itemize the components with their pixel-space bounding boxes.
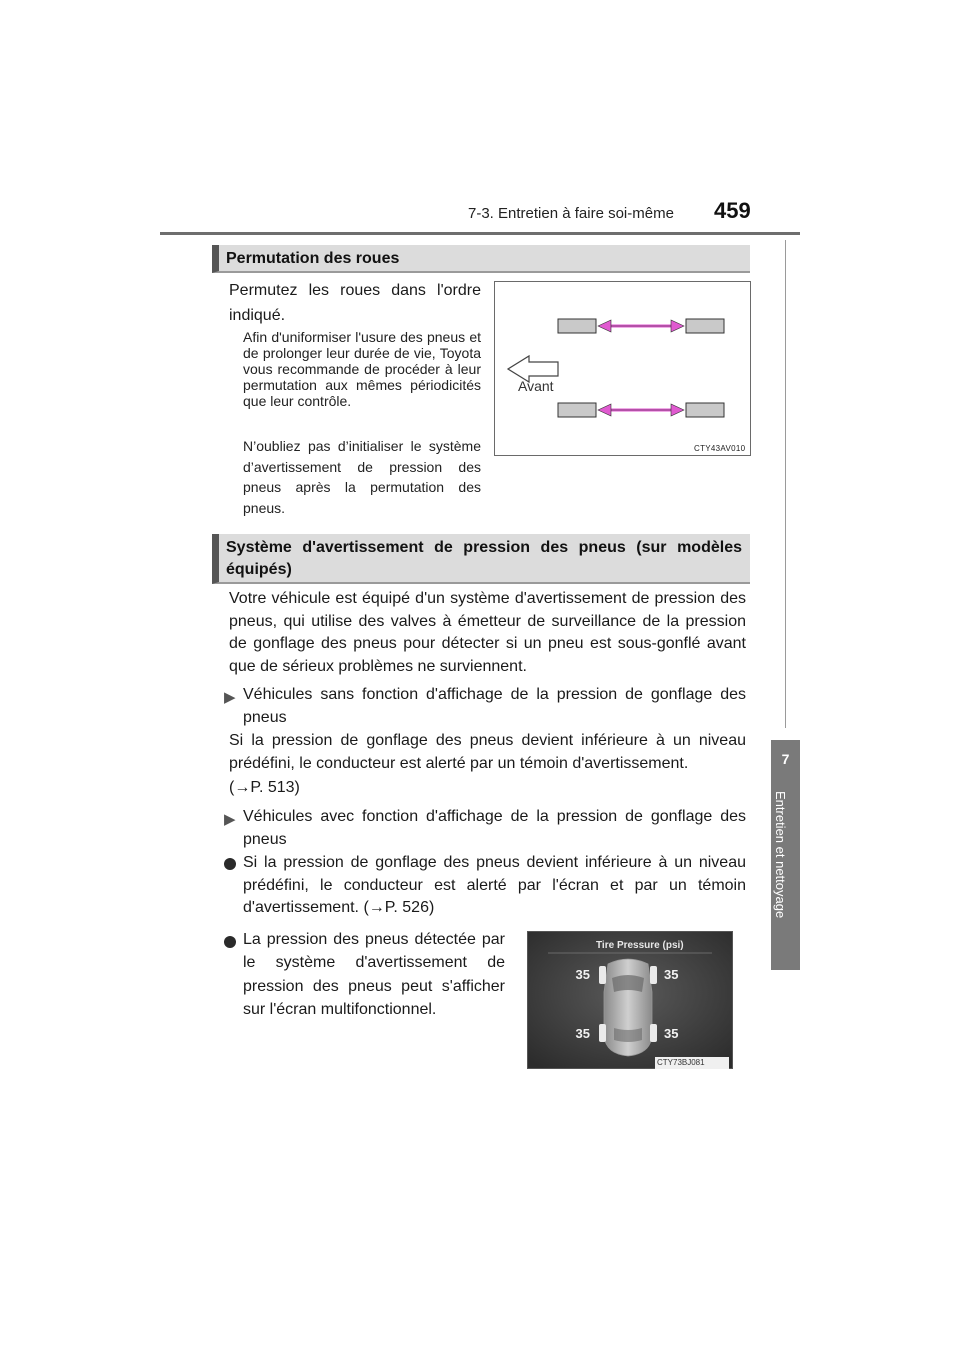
tire-front-left-icon [599,966,606,984]
rotation-note: Afin d'uniformiser l'usure des pneus et de prolonger leur durée de vie, Toyota vous recommande de procéder à leur permutation aux mêmes périodicités que leur contrôle. [243,329,481,409]
tire-front-right-icon [650,966,657,984]
tire-rear-right-icon [650,1024,657,1042]
section-title-bar [212,534,750,584]
section-title-bar [212,245,750,273]
bullet-heading: Véhicules sans fonction d'affichage de la pression de gonflage des pneus [243,686,746,726]
section-title: Permutation des roues [226,250,400,267]
pressure-front-right: 35 [664,967,679,982]
pressure-front-left: 35 [575,967,590,982]
triangle-bullet-icon: ▶ [224,689,236,706]
figure-code: CTY73BJ081 [657,1058,705,1067]
dot-bullet-icon [224,936,236,948]
tire-pressure-display-svg [528,932,732,1068]
rotation-diagram [494,281,751,456]
bullet-heading: Véhicules avec fonction d'affichage de la pression de gonflage des pneus [243,808,746,848]
figure-code: CTY43AV010 [694,444,746,453]
triangle-bullet-icon: ▶ [224,811,236,828]
section-title: Système d'avertissement de pression des pneus (sur modèles équipés) [226,539,742,578]
rotation-diagram-svg [495,282,750,455]
header-rule [160,232,800,235]
tire-pressure-display [527,931,733,1069]
chapter-label: Entretien et nettoyage [773,791,788,919]
chapter-number: 7 [781,751,790,767]
page-reference: (→P. 513) [229,779,300,796]
pressure-rear-right: 35 [664,1026,679,1041]
front-swap-arrow-icon [598,320,684,332]
bullet-body: Si la pression de gonflage des pneus devient inférieure à un niveau prédéfini, le conducteur est alerté par un témoin d'avertissement. [229,732,746,772]
display-title: Tire Pressure (psi) [596,940,684,951]
chapter-label-box [773,791,798,961]
tire-rear-left-icon [599,1024,606,1042]
rotation-reminder: N’oubliez pas d’initialiser le système d’avertissement de pression des pneus après la permutation des pneus. [243,438,481,516]
dot-bullet-icon [224,858,236,870]
tire-front-right-icon [686,319,724,333]
page-number: 459 [714,198,751,223]
dot-item: Si la pression de gonflage des pneus devient inférieure à un niveau prédéfini, le conducteur est alerté par l'écran et par un témoin d'avertissement. (→P. 526) [243,854,746,917]
tire-rear-right-icon [686,403,724,417]
tire-rear-left-icon [558,403,596,417]
front-label: Avant [518,378,554,394]
tire-front-left-icon [558,319,596,333]
side-divider [785,240,786,728]
rear-swap-arrow-icon [598,404,684,416]
rotation-intro: Permutez les roues dans l'ordre indiqué. [229,282,481,324]
tpws-intro: Votre véhicule est équipé d'un système d'avertissement de pression des pneus, qui utilise des valves à émetteur de surveillance de la pression de gonflage des pneus pour détecter si un pneu est sous-gonflé avant que de sérieux problèmes ne surviennent. [229,590,746,676]
section-heading: 7-3. Entretien à faire soi-même [468,205,674,222]
pressure-rear-left: 35 [575,1026,590,1041]
dot-item: La pression des pneus détectée par le système d'avertissement de pression des pneus peut s'afficher sur l'écran multifonctionnel. [243,931,505,1018]
